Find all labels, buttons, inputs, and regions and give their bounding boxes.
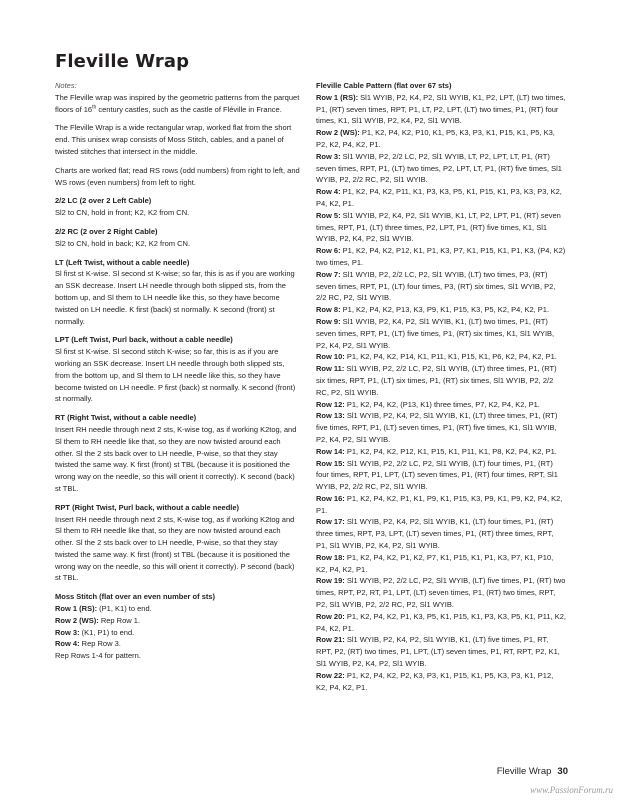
row-text: (P1, K1) to end.: [97, 604, 152, 614]
row-text: Sl1 WYIB, P2, K4, P2, Sl1 WYIB, K1, LT, P2, LPT, P1, (RT) seven times, RPT, P1, (LT) three times, P2, LPT, P1, (RT) five times, K1, Sl1 WYIB, P2, K4, P2, Sl1 WYIB.: [316, 210, 561, 244]
definition-heading: LT (Left Twist, without a cable needle): [55, 257, 190, 267]
left-column: [55, 80, 301, 662]
definition-2-2-rc: [55, 226, 301, 250]
row-text: (K1, P1) to end.: [79, 627, 135, 637]
row-text: Sl1 WYIB, P2, 2/2 LC, P2, Sl1 WYIB, (LT) three times, P1, (RT) six times, RPT, P1, (LT) six times, P1, (RT) six times, Sl1 WYIB, P2, 2/2 RC, P2, Sl1 WYIB.: [316, 364, 557, 397]
row-text: P1, K2, P4, K2, P11, K1, P3, K3, P5, K1, P15, K1, P3, K3, P3, K2, P4, K2, P1.: [316, 187, 562, 208]
row-label: Row 16:: [316, 493, 345, 503]
cable-rows-list: [316, 92, 566, 694]
definition-heading: 2/2 RC (2 over 2 Right Cable): [55, 226, 158, 236]
row-text: Sl1 WYIB, P2, K4, P2, Sl1 WYIB, K1, (LT) three times, P1, (RT) five times, RPT, P1, (LT) seven times, P1, (RT) five times, K1, Sl1 WYIB, P2, K4, P2, Sl1 WYIB.: [316, 411, 558, 444]
row-label: Row 5:: [316, 210, 341, 220]
cable-row: [316, 351, 566, 363]
page-footer: [497, 766, 568, 777]
row-label: Row 1 (RS):: [316, 92, 359, 102]
row-text: P1, K2, P4, K2, P1, K2, P7, K1, P15, K1, P1, K3, P7, K1, P10, K2, P4, K2, P1.: [316, 552, 554, 574]
page-number: 30: [557, 766, 568, 777]
moss-stitch-section: [55, 591, 301, 662]
intro-paragraph: Charts are worked flat; read RS rows (odd numbers) from right to left, and WS rows (even numbers) from left to right.: [55, 165, 300, 187]
definition-heading: 2/2 LC (2 over 2 Left Cable): [55, 196, 152, 206]
cable-row: [316, 493, 566, 517]
row-text: Sl1 WYIB, P2, 2/2 LC, P2, Sl1 WYIB, (LT) five times, P1, (RT) two times, RPT, P2, RT, P1, LPT, (LT) seven times, P1, (RT) two times, RPT, P2, Sl1 WYIB, P2, 2/2 RC, P2, Sl1 WYIB.: [316, 576, 566, 610]
row-label: Row 15:: [316, 458, 345, 468]
definition-lt: [55, 257, 301, 328]
row-text: P1, K2, P4, K2, P13, K3, P9, K1, P15, K3, P5, K2, P4, K2, P1.: [340, 305, 550, 315]
intro-paragraph: The Fleville Wrap is a wide rectangular wrap, worked flat from the short end. This unisex wrap consists of Moss Stitch, cables, and a panel of twisted stitches that intersect in the middle.: [55, 123, 292, 156]
row-label: Row 13:: [316, 411, 345, 421]
cable-row: [316, 611, 566, 635]
row-text: Sl1 WYIB, P2, K4, P2, Sl1 WYIB, K1, (LT) two times, P1, (RT) seven times, RPT, P1, (LT) five times, P1, (RT) six times, K1, Sl1 WYIB, P2, K4, P2, Sl1 WYIB.: [316, 316, 555, 350]
row-label: Row 22:: [316, 670, 345, 680]
cable-row: [316, 363, 566, 398]
cable-row: [316, 304, 566, 316]
definition-heading: RPT (Right Twist, Purl back, without a cable needle): [55, 502, 240, 512]
row-text: Sl1 WYIB, P2, 2/2 LC, P2, Sl1 WYIB, (LT) four times, P1, (RT) four times, RPT, P1, LPT, (LT) seven times, P1, (RT) four times, RPT, Sl1 WYIB, P2, 2/2 RC, P2, Sl1 WYIB.: [316, 458, 558, 492]
row-text: P1, K2, P4, K2, P1, K3, P5, K1, P15, K1, P3, K3, P5, K1, P11, K2, P4, K2, P1.: [316, 611, 567, 633]
row-label: Row 19:: [316, 576, 345, 586]
cable-row: [316, 210, 566, 245]
row-label: Row 9:: [316, 316, 341, 326]
definition-rpt: [55, 502, 301, 585]
cable-row: [316, 446, 566, 458]
cable-row: [316, 516, 566, 551]
cable-row: [316, 151, 566, 186]
definition-body: Sl2 to CN, hold in back; K2, K2 from CN.: [55, 238, 191, 248]
row-label: Row 21:: [316, 635, 345, 645]
row-label: Row 4:: [316, 187, 341, 197]
definition-2-2-lc: [55, 195, 301, 219]
intro-paragraph: The Fleville wrap was inspired by the geometric patterns from the parquet floors of 16th century castles, such as the castle of Fléville in France.: [55, 92, 300, 114]
cable-row: [316, 634, 566, 669]
moss-stitch-heading: Moss Stitch (flat over an even number of sts): [55, 592, 216, 602]
cable-row: [316, 316, 566, 351]
cable-row: [316, 186, 566, 210]
definition-body: Sl first st K-wise. Sl second st K-wise; so far, this is as if you are working an SSK decrease. Insert LH needle through both slipped sts, from the bottom up, and Sl them to LH needle like this, so they have become twisted on LH needle. K first (back) st normally. K second (front) st normally.: [55, 269, 295, 326]
row-label: Row 2 (WS):: [55, 615, 99, 625]
row-label: Row 14:: [316, 446, 345, 456]
row-label: Row 4:: [55, 639, 80, 649]
row-label: Row 2 (WS):: [316, 128, 360, 138]
cable-row: [316, 399, 566, 411]
moss-row: [55, 627, 301, 639]
row-text: P1, K2, P4, K2, P14, K1, P11, K1, P15, K1, P6, K2, P4, K2, P1.: [344, 352, 557, 362]
cable-row: [316, 670, 566, 694]
definition-lpt: [55, 334, 301, 405]
row-label: Row 20:: [316, 611, 345, 621]
row-label: Row 6:: [316, 246, 341, 256]
cable-row: [316, 127, 566, 151]
row-text: Sl1 WYIB, P2, K4, P2, Sl1 WYIB, K1, (LT) five times, P1, RT, RPT, P2, (RT) two times, P1, LPT, (LT) seven times, P1, RT, RPT, P2, K1, Sl1 WYIB, P2, K4, P2, Sl1 WYIB.: [316, 635, 560, 669]
row-label: Row 17:: [316, 517, 345, 527]
row-label: Row 8:: [316, 305, 341, 315]
row-label: Row 18:: [316, 552, 345, 562]
definition-rt: [55, 412, 301, 495]
footer-title: Fleville Wrap: [496, 766, 552, 777]
row-text: Sl1 WYIB, P2, K4, P2, Sl1 WYIB, K1, (LT) four times, P1, (RT) three times, RPT, P3, LPT, (LT) seven times, P1, (RT) three times, RPT, P1, Sl1 WYIB, P2, K4, P2, Sl1 WYIB.: [316, 517, 554, 551]
row-label: Row 1 (RS):: [55, 604, 98, 614]
row-text: P1, K2, P4, K2, P12, K1, P1, K3, P7, K1, P15, K1, P1, K3, (P4, K2) two times, P1.: [316, 246, 566, 267]
cable-row: [316, 458, 566, 493]
definition-heading: LPT (Left Twist, Purl back, without a cable needle): [55, 335, 233, 345]
cable-row: [316, 410, 566, 445]
definition-body: Insert RH needle through next 2 sts, K-wise tog, as if working K2tog, and Sl them to RH needle like that, so they are now twisted around each other. Sl the 2 sts back over to LH needle, P-wise, so that they stay twisted the same way. K first (front) st TBL (because it is positioned the wrong way on the needle, so this will orient it correctly). K second (back) st TBL.: [55, 424, 297, 493]
row-label: Row 7:: [316, 269, 341, 279]
definition-body: Insert RH needle through next 2 sts, K-wise tog, as if working K2tog and Sl them to RH needle like that, so they are now twisted around each other. Sl the 2 sts back over to LH needle, P-wise, so that they stay twisted the same way. K first (front) st TBL (because it is positioned the wrong way on the needle, so this will orient it correctly). P second (back) st TBL.: [55, 514, 295, 583]
cable-row: [316, 575, 566, 610]
row-label: Row 10:: [316, 352, 345, 362]
watermark: www.PassionForum.ru: [530, 785, 613, 795]
definition-body: Sl first st K-wise. Sl second stitch K-wise; so far, this is as if you are working an SSK decrease. Insert LH needle through both slipped sts, from the bottom up, and Sl them to LH needle like this, so they have become twisted on LH needle. P first (back) st normally. K second (front) st normally.: [55, 347, 296, 404]
row-text: Rep Row 1.: [98, 615, 141, 625]
row-text: Sl1 WYIB, P2, 2/2 LC, P2, Sl1 WYIB, (LT) two times, P3, (RT) seven times, RPT, P1, (LT) four times, P3, (RT) six times, Sl1 WYIB, P2, 2/2 RC, P2, Sl1 WYIB.: [316, 269, 556, 303]
cable-pattern-heading: Fleville Cable Pattern (flat over 67 sts): [316, 81, 452, 90]
row-text: P1, K2, P4, K2, P1, K1, P9, K1, P15, K3, P9, K1, P9, K2, P4, K2, P1.: [316, 493, 563, 515]
row-text: Sl1 WYIB, P2, 2/2 LC, P2, Sl1 WYIB, LT, P2, LPT, LT, P1, (RT) seven times, RPT, P1, (LT) two times, P2, LPT, LT, P1, (RT) five times, Sl1 WYIB, P2, 2/2 RC, P2, Sl1 WYIB.: [316, 151, 562, 185]
row-text: P1, K2, P4, K2, P12, K1, P15, K1, P11, K1, P8, K2, P4, K2, P1.: [344, 446, 557, 456]
row-label: Row 12:: [316, 399, 345, 409]
row-text: Rep Row 3.: [79, 639, 121, 649]
row-text: Sl1 WYIB, P2, K4, P2, Sl1 WYIB, K1, P2, LPT, (LT) two times, P1, (RT) seven times, RPT, P1, LT, P2, LPT, (LT) two times, P1, (RT) four times, K1, Sl1 WYIB, P2, K4, P2, Sl1 WYIB.: [316, 92, 566, 126]
right-column: [316, 80, 566, 693]
row-text: P1, K2, P4, K2, P10, K1, P5, K3, P3, K1, P15, K1, P5, K3, P2, K2, P4, K2, P1.: [316, 128, 555, 149]
moss-row: [55, 638, 301, 650]
cable-row: [316, 245, 566, 269]
row-text: P1, K2, P4, K2, P2, K3, P3, K1, P15, K1, P5, K3, P3, K1, P12, K2, P4, K2, P1.: [316, 670, 554, 692]
row-text: P1, K2, P4, K2, (P13, K1) three times, P7, K2, P4, K2, P1.: [344, 399, 540, 409]
moss-row: [55, 603, 301, 615]
definition-heading: RT (Right Twist, without a cable needle): [55, 413, 197, 423]
page-title: Fleville Wrap: [55, 51, 190, 72]
cable-row: [316, 269, 566, 304]
moss-row: [55, 615, 301, 627]
row-label: Row 3:: [316, 151, 341, 161]
definition-body: Sl2 to CN, hold in front; K2, K2 from CN.: [55, 208, 190, 218]
row-label: Row 11:: [316, 364, 345, 374]
cable-row: [316, 92, 566, 127]
moss-repeat: Rep Rows 1-4 for pattern.: [55, 651, 141, 661]
row-label: Row 3:: [55, 627, 80, 637]
cable-row: [316, 552, 566, 576]
notes-label: Notes:: [55, 81, 77, 90]
